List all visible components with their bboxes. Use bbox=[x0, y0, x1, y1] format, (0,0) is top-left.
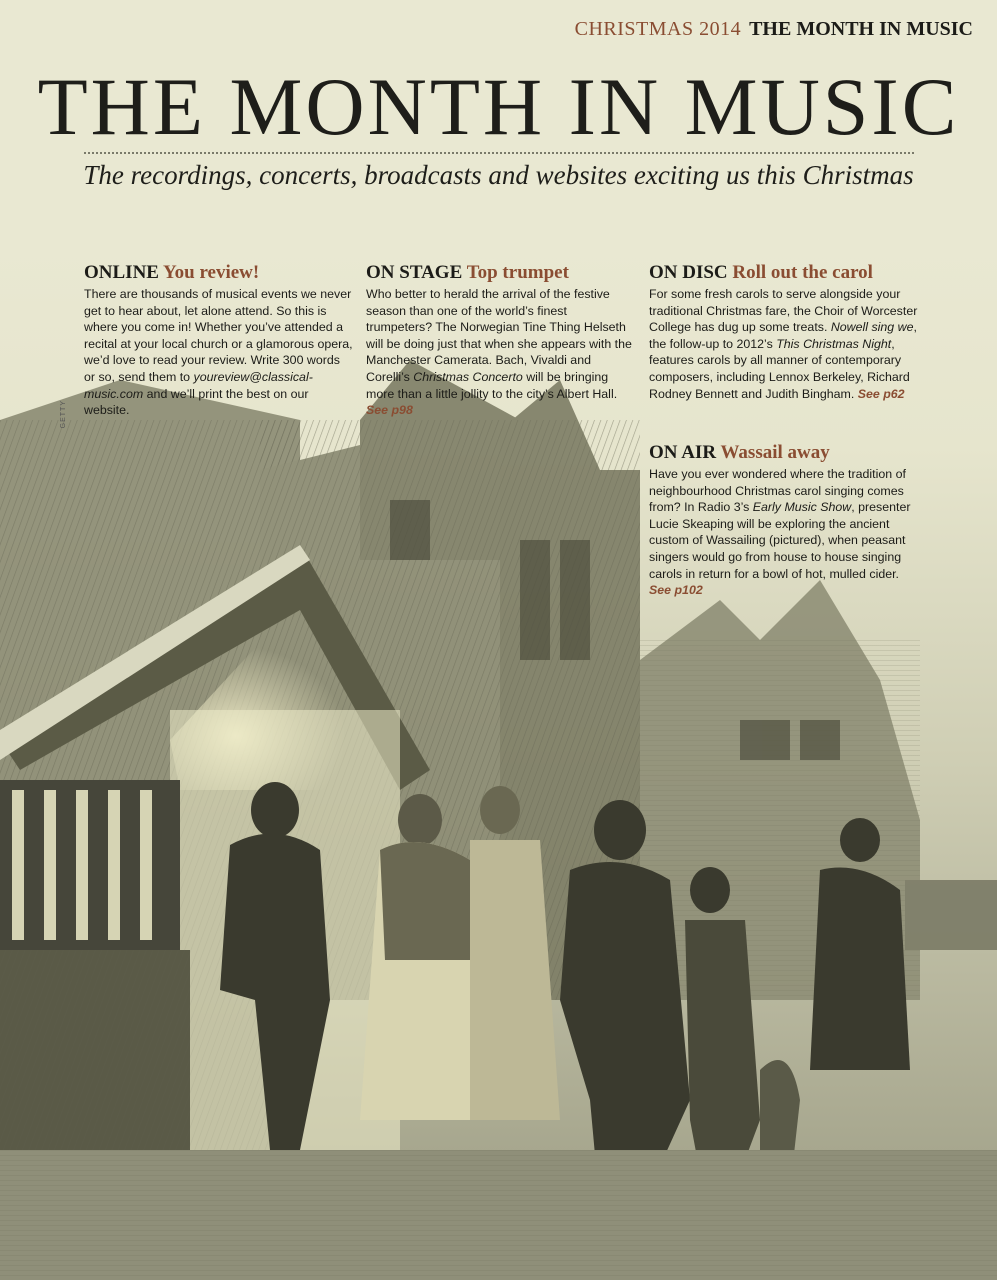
on-disc-heading bbox=[649, 262, 919, 284]
on-stage-text-start: Who better to herald the arrival of the festive season than one of the world’s finest trumpeters? The Norwegian Tine Thing Helseth will be doing just that when she appears with the Manchester Camerata. Bach, Vivaldi and Corelli’s bbox=[366, 287, 632, 384]
page-title: THE MONTH IN MUSIC bbox=[37, 61, 960, 152]
on-disc-text-end: , features carols by all manner of contemporary composers, including Lennox Berkeley, Richard Rodney Bennett and Judith Bingham. bbox=[649, 336, 910, 401]
page-reference[interactable]: See p102 bbox=[649, 583, 703, 598]
issue-label: CHRISTMAS 2014 bbox=[574, 18, 742, 40]
running-head bbox=[575, 18, 973, 41]
online-title: You review! bbox=[163, 262, 260, 283]
online-heading bbox=[84, 262, 354, 284]
on-air-text-end: , presenter Lucie Skeaping will be exploring the ancient custom of Wassailing (pictured), when peasant singers would go from house to house singing carols in return for a bowl of hot, mulled cider. bbox=[649, 500, 911, 581]
work-title: Christmas Concerto bbox=[413, 369, 523, 384]
standfirst: The recordings, concerts, broadcasts and websites exciting us this Christmas bbox=[83, 160, 914, 190]
online-text-end: and we’ll print the best on our website. bbox=[84, 386, 309, 418]
album-title: Nowell sing we bbox=[830, 320, 914, 335]
previous-album-title: This Christmas Night bbox=[776, 336, 892, 351]
online-text-start: There are thousands of musical events we never get to hear about, let alone attend. So this is where you come in! Whether you’ve attended a recital at your local church or a glamorous opera, we’d love to read your review. Write 300 words or so, send them to bbox=[84, 287, 353, 384]
on-disc-body bbox=[649, 286, 919, 402]
review-email-link[interactable]: youreview@classical-music.com bbox=[84, 369, 313, 401]
online-column bbox=[84, 262, 354, 419]
on-disc-column bbox=[649, 262, 919, 402]
on-stage-text-end: will be bringing more than a little jollity to the city’s Albert Hall. bbox=[366, 369, 618, 401]
on-disc-text-start: For some fresh carols to serve alongside your traditional Christmas fare, the Choir of Worcester College has dug up some treats. bbox=[649, 287, 918, 335]
on-stage-body bbox=[366, 286, 636, 419]
on-air-body bbox=[649, 466, 919, 599]
on-stage-kicker: ON STAGE bbox=[366, 262, 463, 283]
page-reference[interactable]: See p98 bbox=[366, 403, 413, 418]
section-label: THE MONTH IN MUSIC bbox=[749, 18, 973, 40]
online-kicker: ONLINE bbox=[84, 262, 159, 283]
on-disc-title: Roll out the carol bbox=[732, 262, 873, 283]
photo-credit: GETTY bbox=[60, 400, 67, 429]
dotted-divider bbox=[84, 152, 914, 154]
on-disc-kicker: ON DISC bbox=[649, 262, 728, 283]
on-stage-column bbox=[366, 262, 636, 419]
on-air-column bbox=[649, 442, 919, 599]
show-title: Early Music Show bbox=[752, 500, 852, 515]
on-air-title: Wassail away bbox=[720, 442, 830, 463]
on-disc-text-mid: , the follow-up to 2012’s bbox=[649, 320, 917, 351]
on-stage-title: Top trumpet bbox=[466, 262, 569, 283]
on-stage-heading bbox=[366, 262, 636, 284]
on-air-kicker: ON AIR bbox=[649, 442, 717, 463]
online-body bbox=[84, 286, 354, 419]
page-reference[interactable]: See p62 bbox=[857, 386, 905, 401]
on-air-heading bbox=[649, 442, 919, 464]
on-air-text-start: Have you ever wondered where the tradition of neighbourhood Christmas carol singing comes from? In Radio 3’s bbox=[649, 467, 906, 515]
